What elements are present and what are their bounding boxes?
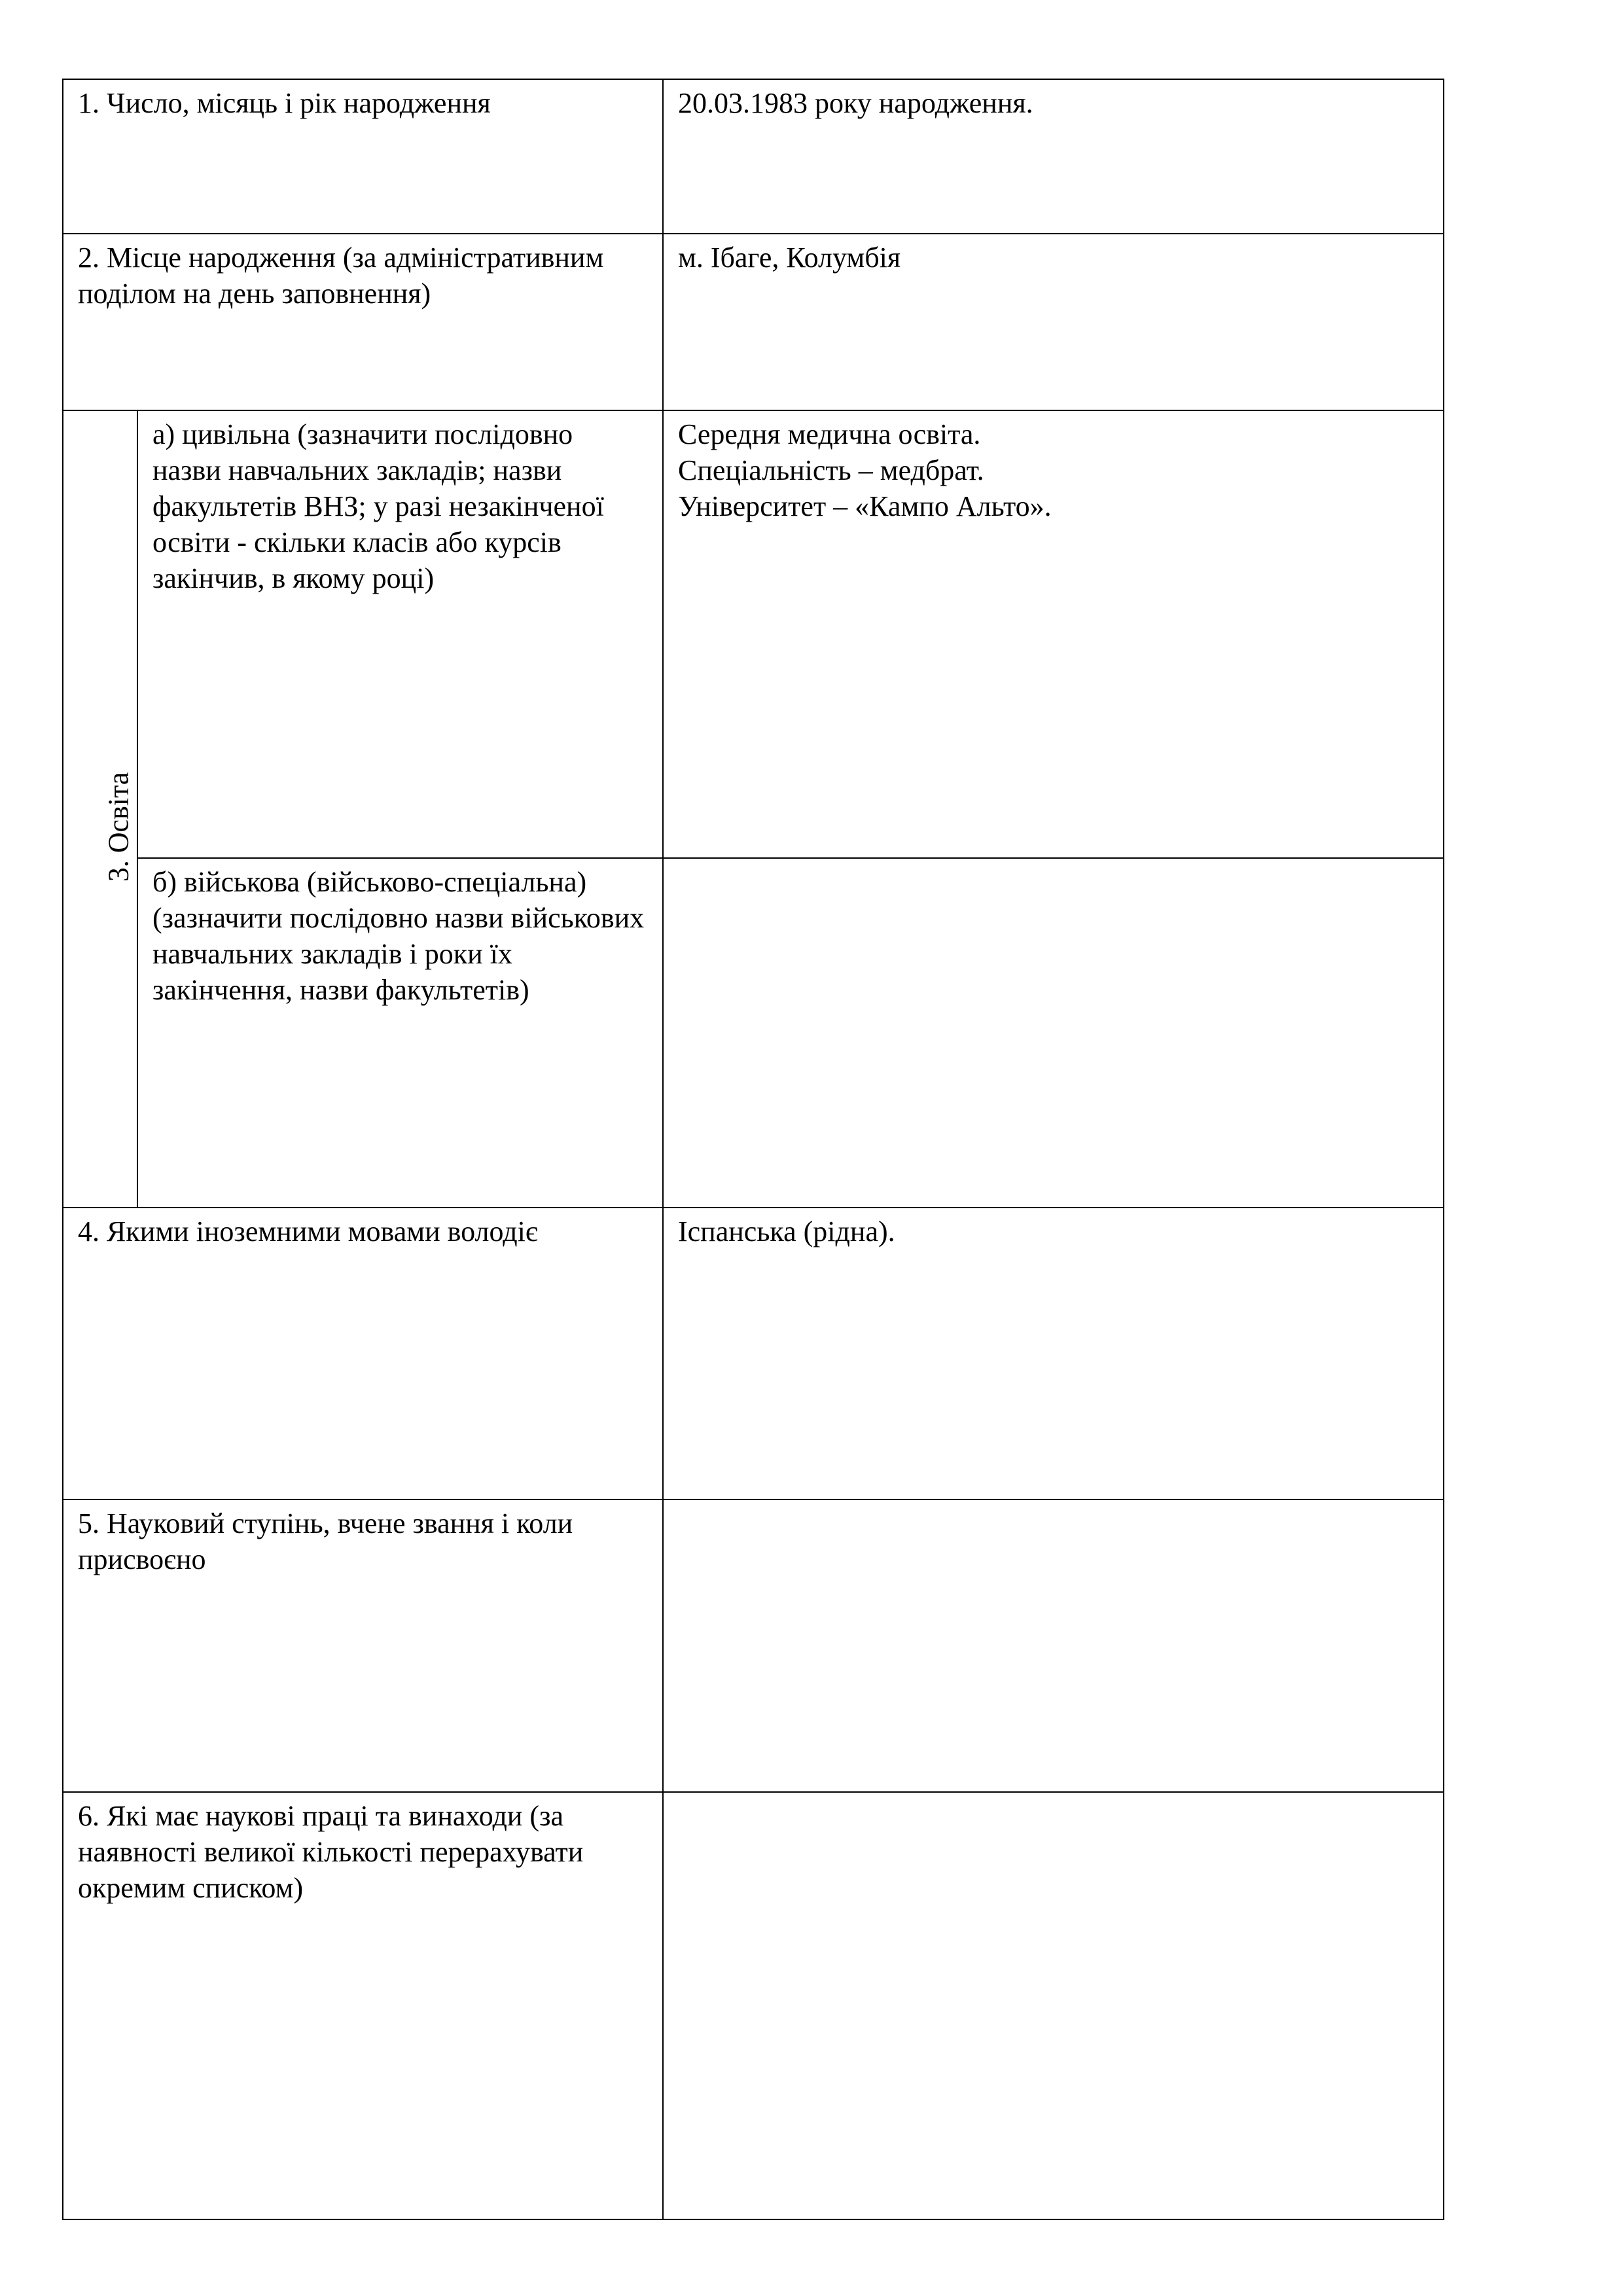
form-row-languages [63,1208,1444,1499]
civil-education-value-line: Спеціальність – медбрат. [678,454,984,486]
academic-degree-label: 5. Науковий ступінь, вчене звання і коли присвоєно [63,1499,663,1792]
languages-value: Іспанська (рідна). [663,1208,1444,1499]
scientific-works-value [663,1792,1444,2219]
birth-date-value: 20.03.1983 року народження. [663,79,1444,234]
civil-education-value-line: Середня медична освіта. [678,418,981,450]
scientific-works-label: 6. Які має наукові праці та винаходи (за наявності великої кількості перерахувати окремим списком) [63,1792,663,2219]
academic-degree-value [663,1499,1444,1792]
form-row-scientific-works [63,1792,1444,2219]
languages-label: 4. Якими іноземними мовами володіє [63,1208,663,1499]
civil-education-value [663,410,1444,858]
form-row-education-civil [63,410,1444,858]
form-row-academic-degree [63,1499,1444,1792]
education-section-label-cell [63,410,137,1208]
education-section-label: 3. Освіта [102,772,135,882]
form-row-birth-place [63,234,1444,410]
personal-data-form-table [62,79,1444,2220]
military-education-value [663,858,1444,1208]
military-education-label: б) військова (військово-спеціальна) (зазначити послідовно назви військових навчальних закладів і роки їх закінчення, назви факультетів) [137,858,663,1208]
form-row-birth-date [63,79,1444,234]
birth-date-label: 1. Число, місяць і рік народження [63,79,663,234]
civil-education-label: а) цивільна (зазначити послідовно назви навчальних закладів; назви факультетів ВНЗ; у разі незакінченої освіти - скільки класів або курсів закінчив, в якому році) [137,410,663,858]
civil-education-value-line: Університет – «Кампо Альто». [678,490,1052,522]
form-row-education-military [63,858,1444,1208]
birth-place-value: м. Ібаге, Колумбія [663,234,1444,410]
birth-place-label: 2. Місце народження (за адміністративним поділом на день заповнення) [63,234,663,410]
